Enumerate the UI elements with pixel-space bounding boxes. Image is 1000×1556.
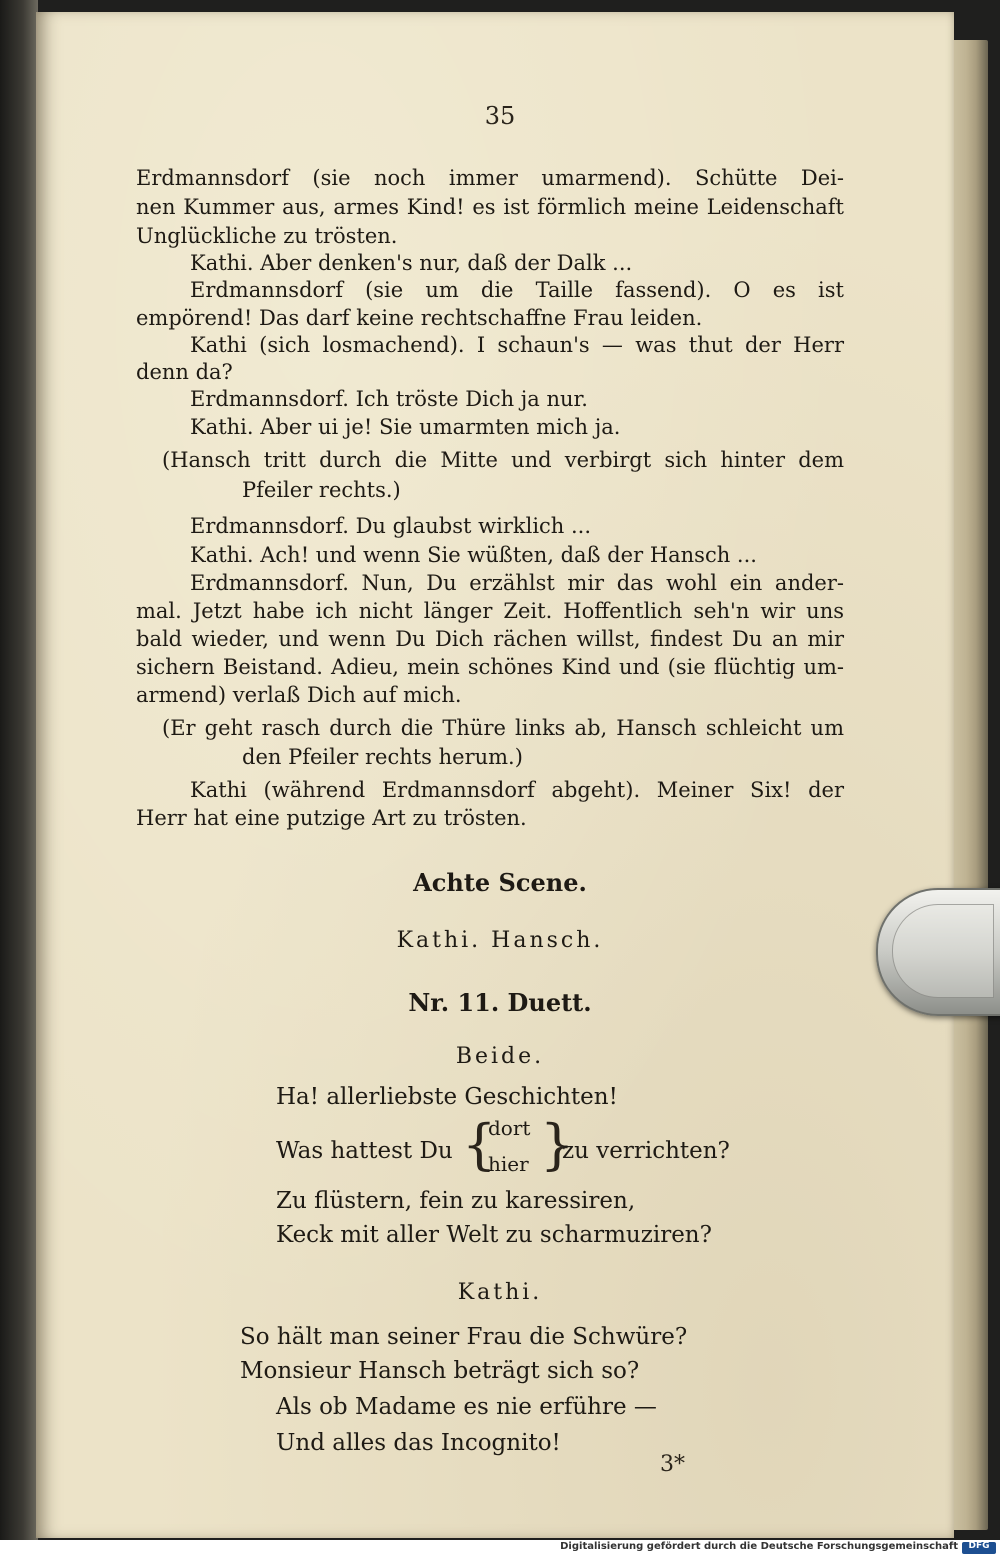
text-line: Erdmannsdorf (sie noch immer umarmend). Schütte Dei- — [136, 166, 844, 190]
speaker-kathi-label: Kathi. — [457, 1280, 543, 1305]
right-brace: } — [540, 1113, 575, 1176]
left-brace: { — [462, 1113, 497, 1176]
text-line: Erdmannsdorf. Nun, Du erzählst mir das wohl ein ander- — [190, 571, 844, 595]
signature-mark: 3* — [660, 1452, 685, 1477]
text-line: Erdmannsdorf. Ich tröste Dich ja nur. — [190, 387, 588, 411]
dfg-logo-text: DFG — [968, 1541, 990, 1551]
digitization-footer — [0, 1540, 1000, 1556]
verse-line: Ha! allerliebste Geschichten! — [276, 1084, 618, 1110]
stage-direction: Pfeiler rechts.) — [242, 478, 401, 502]
text-line: Erdmannsdorf. Du glaubst wirklich ... — [190, 514, 592, 538]
footer-credit: Digitalisierung gefördert durch die Deutsche Forschungsgemeinschaft — [560, 1541, 958, 1552]
text-line: Kathi. Aber ui je! Sie umarmten mich ja. — [190, 415, 621, 439]
text-line: Kathi. Aber denken's nur, daß der Dalk ... — [190, 251, 633, 275]
page-stack-edge — [948, 40, 988, 1530]
stage-direction: den Pfeiler rechts herum.) — [242, 745, 523, 769]
text-line: Herr hat eine putzige Art zu trösten. — [136, 806, 527, 830]
text-line: sichern Beistand. Adieu, mein schönes Kind und (sie flüchtig um- — [136, 655, 844, 679]
text-line: Erdmannsdorf (sie um die Taille fassend). O es ist — [190, 278, 844, 302]
number-title: Nr. 11. Duett. — [408, 988, 592, 1017]
book-binding-edge — [0, 0, 38, 1540]
verse-line: So hält man seiner Frau die Schwüre? — [240, 1324, 688, 1350]
text-line: denn da? — [136, 360, 233, 384]
text-line: armend) verlaß Dich auf mich. — [136, 683, 462, 707]
verse-line: Als ob Madame es nie erführe — — [276, 1394, 657, 1420]
page-number: 35 — [484, 102, 516, 130]
speaker-both-label: Beide. — [455, 1044, 545, 1069]
verse-line: Was hattest Du — [276, 1138, 453, 1164]
page-clip-inner — [892, 904, 994, 998]
stage-direction: (Er geht rasch durch die Thüre links ab, Hansch schleicht um — [162, 716, 844, 740]
text-line: nen Kummer aus, armes Kind! es ist förmlich meine Leidenschaft — [136, 195, 844, 219]
dfg-logo — [962, 1542, 996, 1554]
page-clip — [876, 888, 1000, 1016]
text-line: Kathi (während Erdmannsdorf abgeht). Meiner Six! der — [190, 778, 844, 802]
text-line: bald wieder, und wenn Du Dich rächen willst, findest Du an mir — [136, 627, 844, 651]
scene-title: Achte Scene. — [413, 868, 587, 897]
brace-option-bottom: hier — [488, 1152, 529, 1176]
verse-line: Zu flüstern, fein zu karessiren, — [276, 1188, 636, 1214]
verse-line: zu verrichten? — [562, 1138, 730, 1164]
verse-line: Keck mit aller Welt zu scharmuziren? — [276, 1222, 712, 1248]
text-line: mal. Jetzt habe ich nicht länger Zeit. Hoffentlich seh'n wir uns — [136, 599, 844, 623]
verse-line: Und alles das Incognito! — [276, 1430, 561, 1456]
stage-direction: (Hansch tritt durch die Mitte und verbirgt sich hinter dem — [162, 448, 844, 472]
text-line: empörend! Das darf keine rechtschaffne Frau leiden. — [136, 306, 703, 330]
text-line: Kathi (sich losmachend). I schaun's — was thut der Herr — [190, 333, 844, 357]
scene-characters: Kathi. Hansch. — [396, 928, 604, 953]
verse-line: Monsieur Hansch beträgt sich so? — [240, 1358, 640, 1384]
text-line: Kathi. Ach! und wenn Sie wüßten, daß der Hansch ... — [190, 543, 757, 567]
text-line: Unglückliche zu trösten. — [136, 224, 398, 248]
brace-option-top: dort — [488, 1116, 531, 1140]
